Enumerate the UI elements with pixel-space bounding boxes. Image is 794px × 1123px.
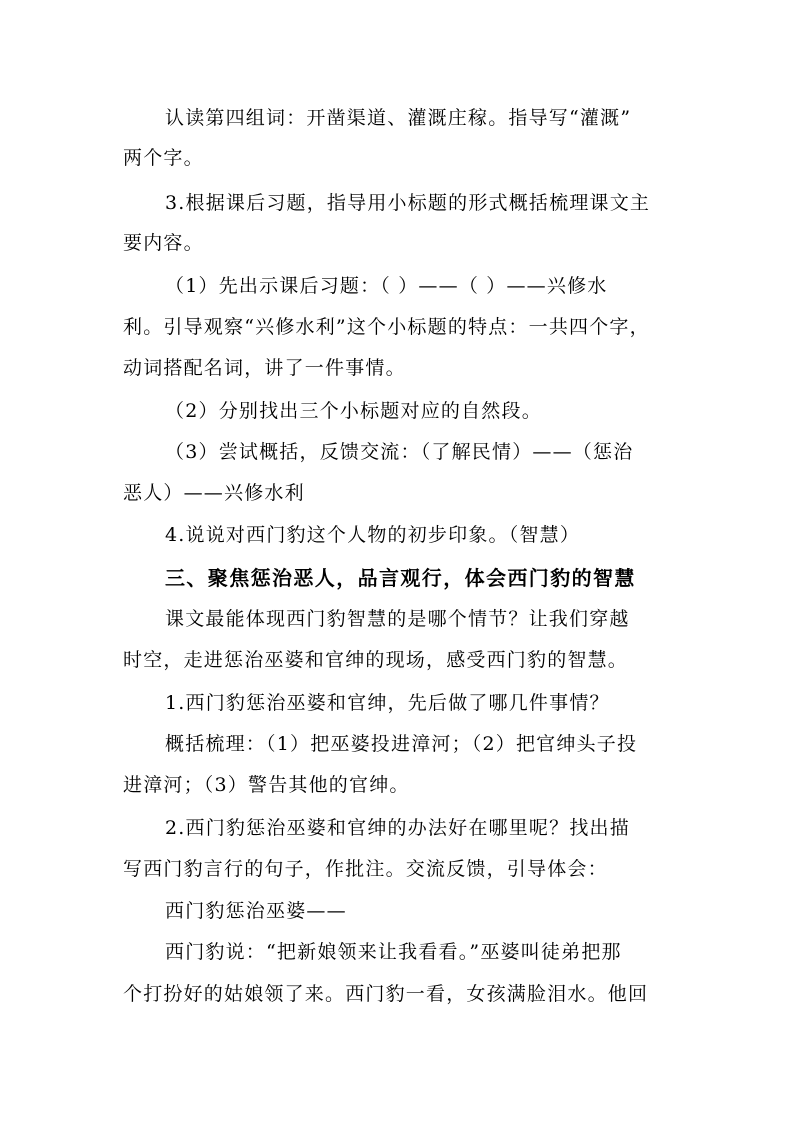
line-text: 课文最能体现西门豹智慧的是哪个情节？让我们穿越 <box>165 608 630 630</box>
line-text: 进漳河；（3）警告其他的官绅。 <box>123 774 410 796</box>
paragraph-line <box>0 647 794 673</box>
line-text: 时空，走进惩治巫婆和官绅的现场，感受西门豹的智慧。 <box>123 649 629 671</box>
paragraph-line <box>0 273 794 299</box>
line-text: 认读第四组词：开凿渠道、灌溉庄稼。指导写“灌溉” <box>165 107 632 129</box>
paragraph-line <box>0 480 794 506</box>
line-text: （3）尝试概括，反馈交流：（了解民情）——（惩治 <box>165 441 634 463</box>
paragraph-line <box>0 314 794 340</box>
paragraph-line <box>0 981 794 1007</box>
paragraph-line <box>0 230 794 256</box>
paragraph-line <box>0 145 794 171</box>
line-text: 1.西门豹惩治巫婆和官绅，先后做了哪几件事情？ <box>165 692 610 714</box>
paragraph-line <box>0 690 794 716</box>
paragraph-line <box>0 772 794 798</box>
paragraph-line <box>0 606 794 632</box>
paragraph-line <box>0 522 794 548</box>
line-text: 西门豹说：“把新娘领来让我看看。”巫婆叫徒弟把那 <box>165 941 622 963</box>
line-text: （2）分别找出三个小标题对应的自然段。 <box>165 400 542 422</box>
line-text: 要内容。 <box>123 232 204 254</box>
paragraph-line <box>0 355 794 381</box>
line-text: 利。引导观察“兴修水利”这个小标题的特点：一共四个字， <box>123 316 650 338</box>
paragraph-line <box>0 856 794 882</box>
section-heading-text: 三、聚焦惩治恶人，品言观行，体会西门豹的智慧 <box>165 566 636 590</box>
line-text: 动词搭配名词，讲了一件事情。 <box>123 357 406 379</box>
line-text: 两个字。 <box>123 147 204 169</box>
line-text: （1）先出示课后习题：（ ）——（ ）——兴修水 <box>165 275 608 297</box>
paragraph-line <box>0 898 794 924</box>
line-text: 概括梳理：（1）把巫婆投进漳河；（2）把官绅头子投 <box>165 733 638 755</box>
line-text: 西门豹惩治巫婆—— <box>165 900 347 922</box>
line-text: 2.西门豹惩治巫婆和官绅的办法好在哪里呢？找出描 <box>165 817 630 839</box>
paragraph-line <box>0 398 794 424</box>
paragraph-line <box>0 105 794 131</box>
paragraph-line <box>0 190 794 216</box>
section-heading <box>0 565 794 591</box>
paragraph-line <box>0 731 794 757</box>
paragraph-line <box>0 939 794 965</box>
line-text: 恶人）——兴修水利 <box>123 482 305 504</box>
line-text: 4.说说对西门豹这个人物的初步印象。（智慧） <box>165 524 581 546</box>
paragraph-line <box>0 815 794 841</box>
line-text: 个打扮好的姑娘领了来。西门豹一看，女孩满脸泪水。他回 <box>123 983 649 1005</box>
line-text: 3.根据课后习题，指导用小标题的形式概括梳理课文主 <box>165 192 651 214</box>
paragraph-line <box>0 439 794 465</box>
line-text: 写西门豹言行的句子，作批注。交流反馈，引导体会： <box>123 858 608 880</box>
